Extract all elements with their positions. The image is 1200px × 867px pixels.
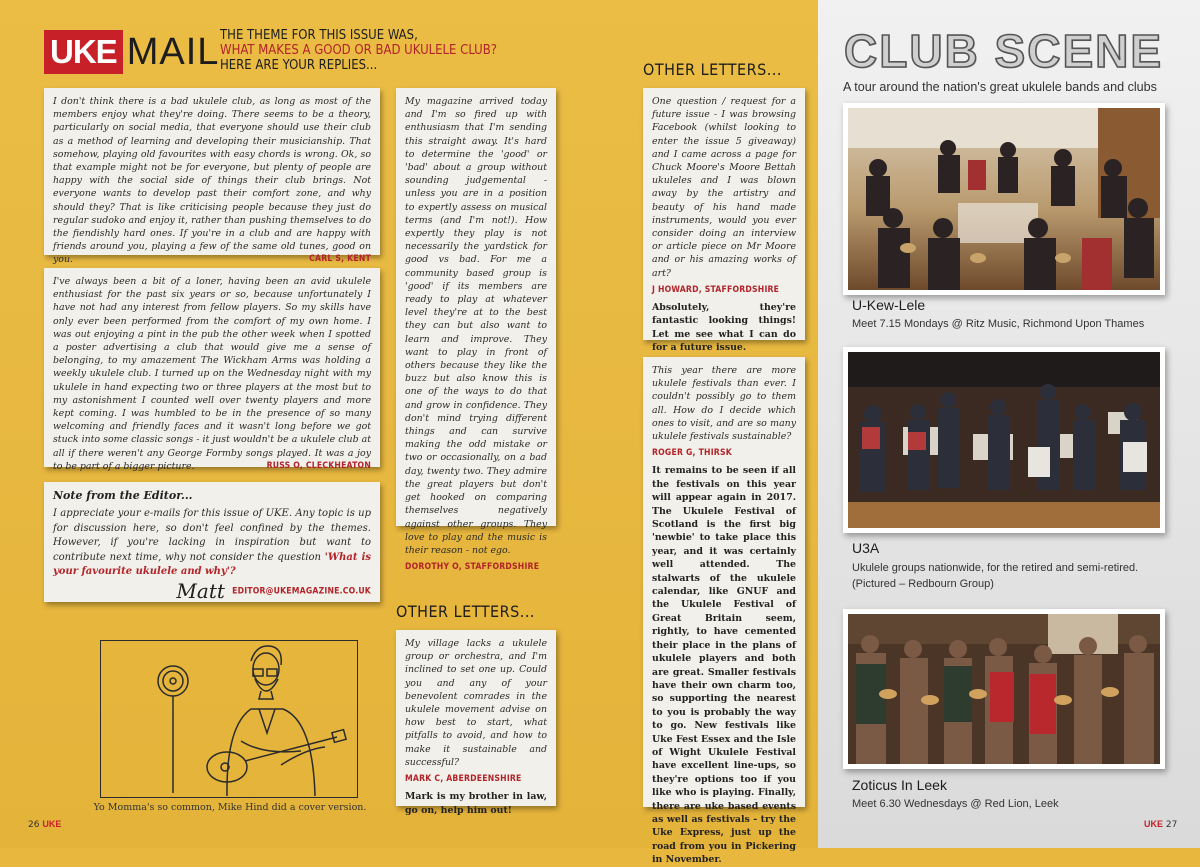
editor-note [44,482,380,602]
letter-roger [643,357,805,866]
folio-left [28,819,61,830]
photo-zoticus [843,609,1165,769]
photo-u3a [843,347,1165,533]
letter-howard [643,88,805,354]
page-number: 27 [1165,820,1178,830]
club-desc-line2: (Pictured – Redbourn Group) [852,578,994,590]
club-desc-1 [852,560,1138,592]
theme-question: WHAT MAKES A GOOD OR BAD UKULELE CLUB? [220,43,497,58]
editor-body [53,507,371,580]
club-scene-title: CLUB SCENE [844,25,1164,77]
letter-text: My village lacks a ukulele group or orchestra, and I'm inclined to set one up. Could you and any of your benevolent comrades in the ukulele movement advise on how best to start, what pitfalls to avoid, and how to make it sustainable and successful? [405,638,547,768]
letter-signature: CARL S, KENT [309,254,371,265]
editor-question: 'What is your favourite ukulele and why'? [53,551,371,578]
editor-body-text: I appreciate your e-mails for this issue of UKE. Any topic is up for discussion here, so don't feel confined by the themes. However, if you're lacking in inspiration but want to contribute next time, why not consider the question [53,508,371,563]
folio-brand: UKE [42,819,62,829]
theme-line1: THE THEME FOR THIS ISSUE WAS, [220,28,418,43]
theme-heading [220,28,497,73]
letter-text: This year there are more ukulele festivals than ever. I couldn't possibly go to them all. How do I decide which ones to visit, and are so many ukulele festivals sustainable? [652,365,796,443]
other-letters-heading-1: OTHER LETTERS... [643,60,782,79]
logo-uke: UKE [44,30,123,74]
club-desc-2: Meet 6.30 Wednesdays @ Red Lion, Leek [852,798,1059,810]
letter-dorothy [396,88,556,573]
club-name-0: U-Kew-Lele [852,297,926,313]
letter-text: My magazine arrived today and I'm so fired up with enthusiasm that I'm sending this straight away. It's hard to determine the 'good' or 'bad' about a group without sounding judgemental - unless you are in a position to expertly assess on musical terms (and I'm not!). How expertly they play is not necessarily the yardstick for good vs bad. For me a community based group is 'good' if its members are ready to play at whatever level they're at to the best they can but also want to learn and improve. They want to play in front of others because they like the buzz but also know this is one of the ways to do that and grow in confidence. They don't mind trying different things and can survive making the odd mistake or two or occasionally, on a bad day, twenty two. They admire the great players but don't get hooked on comparing themselves negatively against other groups. They love to play and the music is their reason - not ego. [405,96,547,556]
club-name-1: U3A [852,540,880,556]
letter-mark [396,630,556,816]
folio-brand: UKE [1144,819,1164,829]
letter-signature: MARK C, ABERDEENSHIRE [405,774,522,785]
folio-right [1144,819,1177,830]
page-number: 26 [28,820,40,830]
club-desc-line1: Ukulele groups nationwide, for the retired and semi-retired. [852,562,1139,574]
letter-text: I've always been a bit of a loner, having been an avid ukulele enthusiast for the past six years or so, because unfortunately I have not had any interest from fellow players. So my skills have only ever been performed from the comfort of my own home. I was out enjoying a pint in the pub the other week when I spotted a poster advertising a club that would give me a sense of belonging, to my amazement The Wickham Arms was holding a weekly ukulele club. I turned up on the Wednesday night with my ukulele in hand expecting two or three players at the most but to my astonishment I counted well over twenty players and more kept coming. I was humbled to be in the presence of so many welcoming and friendly faces and it wasn't long before we got stuck into some classic songs - it just wouldn't be a ukulele club at all if there weren't any George Formby songs played. It was a joy to be part of a bigger picture. [53,276,371,472]
cartoon-drawing [101,641,356,796]
letter-signature: DOROTHY O, STAFFORDSHIRE [405,562,540,573]
letter-russ [44,268,380,472]
editor-title: Note from the Editor... [53,489,193,502]
editor-reply: Absolutely, they're fantastic looking things! Let me see what I can do for a future issue. [652,302,796,354]
letter-signature: J HOWARD, STAFFORDSHIRE [652,284,780,295]
editor-footer [53,578,371,603]
letter-signature: ROGER G, THIRSK [652,448,732,459]
cartoon-illustration [100,640,358,798]
club-name-2: Zoticus In Leek [852,777,947,793]
logo-mail: MAIL [126,31,220,73]
group-photo-image [848,108,1160,290]
cartoon-caption: Yo Momma's so common, Mike Hind did a cover version. [93,802,367,813]
uke-mail-logo [44,30,219,74]
editor-reply: Mark is my brother in law, go on, help him out! [405,791,547,816]
photo-u-kew-lele [843,103,1165,295]
club-scene-subtitle: A tour around the nation's great ukulele bands and clubs [843,80,1157,94]
other-letters-heading-2: OTHER LETTERS... [396,602,535,621]
editor-email[interactable]: EDITOR@UKEMAGAZINE.CO.UK [232,586,371,597]
club-desc-0: Meet 7.15 Mondays @ Ritz Music, Richmond Upon Thames [852,318,1145,330]
letter-carl [44,88,380,266]
editor-signature: Matt [176,578,225,603]
letter-text: I don't think there is a bad ukulele club, as long as most of the members enjoy what they're doing. There seems to be a theory, particularly on social media, that everyone should use their club as a method of learning and developing their musicianship. That somehow, playing old favourites with easy chords is wrong. Ok, so that example might not be for everyone, but plenty of people are happy with the social side of things their club brings. Not everyone wants to develop past their comfort zone, and why should they? That is like criticising people because they just do regular sudoko and enjoy it, rather than pushing themselves to do the fiendishly hard ones. If you're in a club and are happy with friends around you, playing a few of the same old tunes, good on you. [53,96,371,266]
theme-line3: HERE ARE YOUR REPLIES... [220,58,378,73]
letter-text: One question / request for a future issue - I was browsing Facebook (whilst looking to enter the issue 5 giveaway) and I came across a page for Chuck Moore's Moore Bettah ukuleles and I was blown away by the artistry and beauty of his hand made instruments, would you ever consider doing an interview or article piece on Mr Moore and or his amazing works of art? [652,96,796,279]
group-photo-image [848,352,1160,528]
editor-reply: It remains to be seen if all the festivals on this year will appear again in 2017. The Ukulele Festival of Scotland is the first big 'newbie' to take place this year, and it was certainly well attended. The stalwarts of the ukulele calendar, like GNUF and the Ukulele Festival of Great Britain seem, rightly, to have cemented their place in the plans of ukulele players and both are great. Smaller festivals have their own charm too, so supporting the nearest to you is probably the way to go. New festivals like Uke Fest Essex and the Isle of Wight Ukulele Festival have excellent line-ups, so they're options too if you like who is playing. Finally, there are uke based events as well as festivals - try the Uke Express, just up the road from you in Pickering in November. [652,465,796,866]
letter-signature: RUSS O, CLECKHEATON [266,460,371,471]
group-photo-image [848,614,1160,764]
